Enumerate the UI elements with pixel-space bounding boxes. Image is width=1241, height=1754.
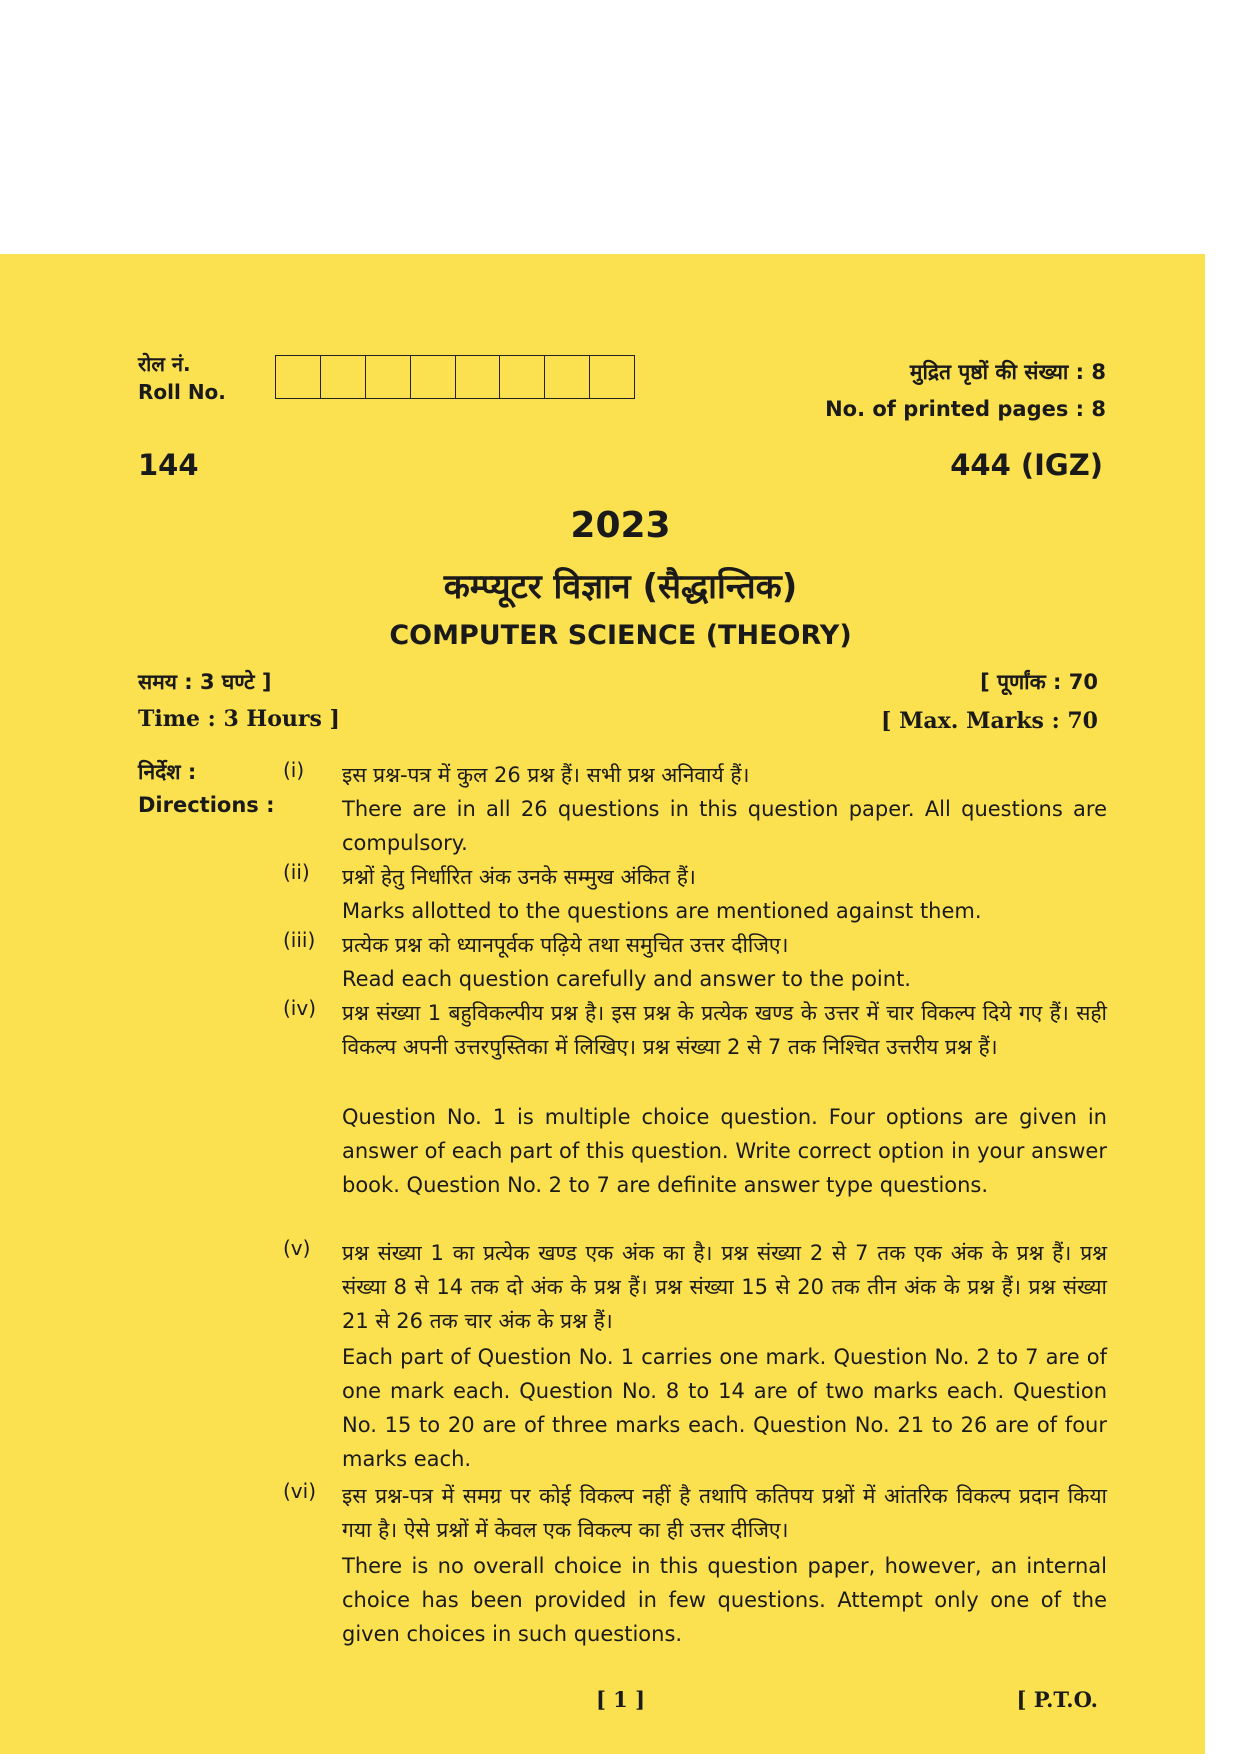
time-english: Time : 3 Hours ]	[138, 706, 340, 732]
roll-digit-box[interactable]	[320, 355, 365, 399]
roll-digit-box[interactable]	[544, 355, 589, 399]
direction-number: (ii)	[283, 860, 310, 884]
directions-label-english: Directions :	[138, 793, 275, 817]
roll-digit-box[interactable]	[365, 355, 410, 399]
roll-digit-box[interactable]	[455, 355, 500, 399]
roll-digit-box[interactable]	[499, 355, 544, 399]
roll-digit-box[interactable]	[275, 355, 320, 399]
direction-number: (v)	[283, 1236, 311, 1260]
code-left: 144	[138, 448, 199, 482]
roll-digit-box[interactable]	[410, 355, 455, 399]
direction-text-english: There is no overall choice in this question paper, however, an internal choice has been provided in few questions. Attempt only one of the given choices in such questions.	[342, 1554, 1107, 1646]
direction-text-hindi: इस प्रश्न-पत्र में कुल 26 प्रश्न हैं। सभी प्रश्न अनिवार्य हैं।	[342, 763, 750, 787]
roll-label-hindi: रोल नं.	[138, 352, 191, 376]
direction-text-english: Each part of Question No. 1 carries one mark. Question No. 2 to 7 are of one mark each. Question No. 8 to 14 are of two marks each. Question No. 15 to 20 are of three marks each. Question No. 21 to 26 are of four marks each.	[342, 1345, 1107, 1471]
direction-text-english: Question No. 1 is multiple choice question. Four options are given in answer of each part of this question. Write correct option in your answer book. Question No. 2 to 7 are definite answer type questions.	[342, 1105, 1107, 1197]
direction-text-hindi: प्रश्न संख्या 1 बहुविकल्पीय प्रश्न है। इस प्रश्न के प्रत्येक खण्ड के उत्तर में चार विकल्प दिये गए हैं। सही विकल्प अपनी उत्तरपुस्तिका में लिखिए। प्रश्न संख्या 2 से 7 तक निश्चित उत्तरीय प्रश्न हैं।	[342, 1001, 1107, 1059]
subject-title-english: COMPUTER SCIENCE (THEORY)	[389, 620, 852, 651]
direction-number: (iii)	[283, 928, 316, 952]
subject-title-hindi: कम्प्यूटर विज्ञान (सैद्धान्तिक)	[443, 567, 798, 607]
time-hindi: समय : 3 घण्टे ]	[138, 670, 272, 694]
pto-marker: [ P.T.O.	[1016, 1687, 1098, 1712]
page-number: [ 1 ]	[595, 1687, 646, 1712]
max-marks-english: [ Max. Marks : 70	[881, 708, 1098, 734]
printed-pages-english: No. of printed pages : 8	[825, 397, 1106, 421]
roll-number-boxes[interactable]	[275, 355, 635, 399]
exam-year: 2023	[570, 505, 671, 546]
roll-label-english: Roll No.	[138, 380, 226, 404]
direction-number: (vi)	[283, 1479, 316, 1503]
direction-text-english: There are in all 26 questions in this question paper. All questions are compulsory.	[342, 797, 1107, 855]
max-marks-hindi: [ पूर्णांक : 70	[980, 670, 1098, 694]
code-right: 444 (IGZ)	[950, 448, 1103, 482]
direction-text-hindi: प्रश्नों हेतु निर्धारित अंक उनके सम्मुख अंकित हैं।	[342, 865, 696, 889]
direction-text-english: Marks allotted to the questions are mentioned against them.	[342, 899, 982, 923]
direction-text-hindi: प्रश्न संख्या 1 का प्रत्येक खण्ड एक अंक का है। प्रश्न संख्या 2 से 7 तक एक अंक के प्रश्न हैं। प्रश्न संख्या 8 से 14 तक दो अंक के प्रश्न हैं। प्रश्न संख्या 15 से 20 तक तीन अंक के प्रश्न हैं। प्रश्न संख्या 21 से 26 तक चार अंक के प्रश्न हैं।	[342, 1241, 1107, 1333]
roll-digit-box[interactable]	[589, 355, 635, 399]
printed-pages-hindi: मुद्रित पृष्ठों की संख्या : 8	[909, 360, 1106, 384]
direction-text-english: Read each question carefully and answer to the point.	[342, 967, 911, 991]
direction-number: (i)	[283, 758, 305, 782]
direction-text-hindi: प्रत्येक प्रश्न को ध्यानपूर्वक पढ़िये तथा समुचित उत्तर दीजिए।	[342, 933, 789, 957]
directions-label-hindi: निर्देश :	[138, 760, 197, 784]
direction-text-hindi: इस प्रश्न-पत्र में समग्र पर कोई विकल्प नहीं है तथापि कतिपय प्रश्नों में आंतरिक विकल्प प्रदान किया गया है। ऐसे प्रश्नों में केवल एक विकल्प का ही उत्तर दीजिए।	[342, 1484, 1107, 1542]
direction-number: (iv)	[283, 996, 316, 1020]
